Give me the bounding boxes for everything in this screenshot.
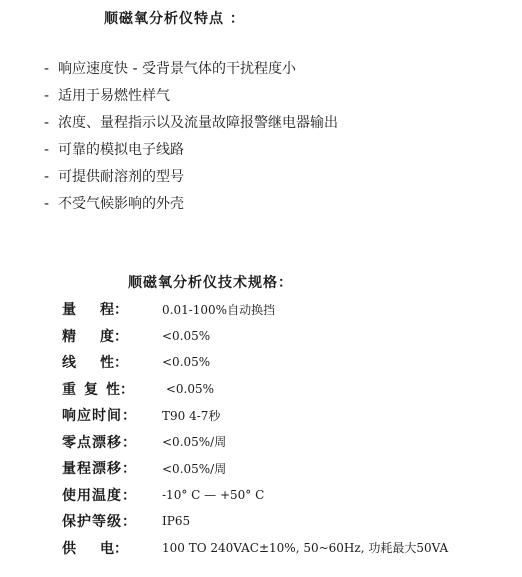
spec-label [62, 405, 142, 425]
spec-label-char: 响应时间： [62, 408, 137, 425]
spec-label [62, 299, 128, 319]
feature-text: 可提供耐溶剂的型号 [58, 169, 184, 185]
spec-label-char: 电： [100, 540, 128, 557]
spec-row-repeatability [62, 376, 448, 403]
list-item [44, 139, 338, 166]
list-item [44, 112, 338, 139]
bullet-dash: - [44, 142, 50, 158]
spec-row-protection-class [62, 508, 448, 535]
list-item [44, 193, 338, 220]
spec-row-power-supply [62, 535, 448, 562]
spec-row-zero-drift [62, 429, 448, 456]
spec-label-char: 度： [100, 328, 128, 345]
spec-label-char: 使用温度： [62, 487, 137, 504]
spec-row-operating-temperature [62, 482, 448, 509]
spec-value: <0.05%/周 [162, 435, 227, 450]
specs-table [62, 296, 448, 561]
feature-text: 响应速度快 - 受背景气体的干扰程度小 [58, 61, 296, 77]
spec-label-char: 重 [62, 381, 76, 398]
bullet-dash: - [44, 88, 50, 104]
spec-row-accuracy [62, 323, 448, 350]
list-item [44, 85, 338, 112]
feature-text: 适用于易燃性样气 [58, 88, 170, 104]
spec-label [62, 485, 142, 505]
spec-row-range [62, 296, 448, 323]
features-title: 顺磁氧分析仪特点 ： [104, 11, 245, 27]
spec-value: <0.05% [162, 381, 214, 396]
spec-label-char: 量 [62, 302, 76, 319]
spec-value: T90 4-7秒 [162, 408, 221, 423]
features-list [44, 58, 338, 220]
spec-label-char: 量程漂移： [62, 461, 137, 478]
spec-value: 100 TO 240VAC±10%, 50~60Hz, 功耗最大50VA [162, 541, 449, 556]
spec-label [62, 352, 128, 372]
bullet-dash: - [44, 169, 50, 185]
spec-value: <0.05%/周 [162, 461, 227, 476]
spec-label-char: 线 [62, 355, 76, 372]
spec-value: <0.05% [162, 328, 211, 343]
feature-text: 浓度、量程指示以及流量故障报警继电器输出 [58, 115, 338, 131]
spec-label [62, 538, 128, 558]
spec-label-char: 性： [100, 355, 128, 372]
spec-value: -10° C — +50° C [162, 487, 265, 502]
spec-label-char: 性： [106, 381, 134, 398]
spec-label [62, 511, 142, 531]
bullet-dash: - [44, 196, 50, 212]
list-item [44, 58, 338, 85]
spec-label-char: 程： [100, 302, 128, 319]
spec-label-char: 供 [62, 540, 76, 557]
list-item [44, 166, 338, 193]
spec-label [62, 458, 142, 478]
spec-value: IP65 [162, 514, 191, 529]
spec-label-char: 复 [84, 381, 98, 398]
spec-label [62, 326, 128, 346]
feature-text: 可靠的模拟电子线路 [58, 142, 184, 158]
spec-row-linearity [62, 349, 448, 376]
spec-label [62, 432, 142, 452]
spec-row-span-drift [62, 455, 448, 482]
spec-label-char: 精 [62, 328, 76, 345]
bullet-dash: - [44, 61, 50, 77]
spec-row-response-time [62, 402, 448, 429]
spec-value: 0.01-100%自动换挡 [162, 302, 276, 317]
spec-label-char: 保护等级： [62, 514, 137, 531]
spec-value: <0.05% [162, 355, 211, 370]
bullet-dash: - [44, 115, 50, 131]
spec-label [62, 379, 134, 399]
specs-title: 顺磁氧分析仪技术规格： [128, 275, 293, 291]
spec-label-char: 零点漂移： [62, 434, 137, 451]
feature-text: 不受气候影响的外壳 [58, 196, 184, 212]
